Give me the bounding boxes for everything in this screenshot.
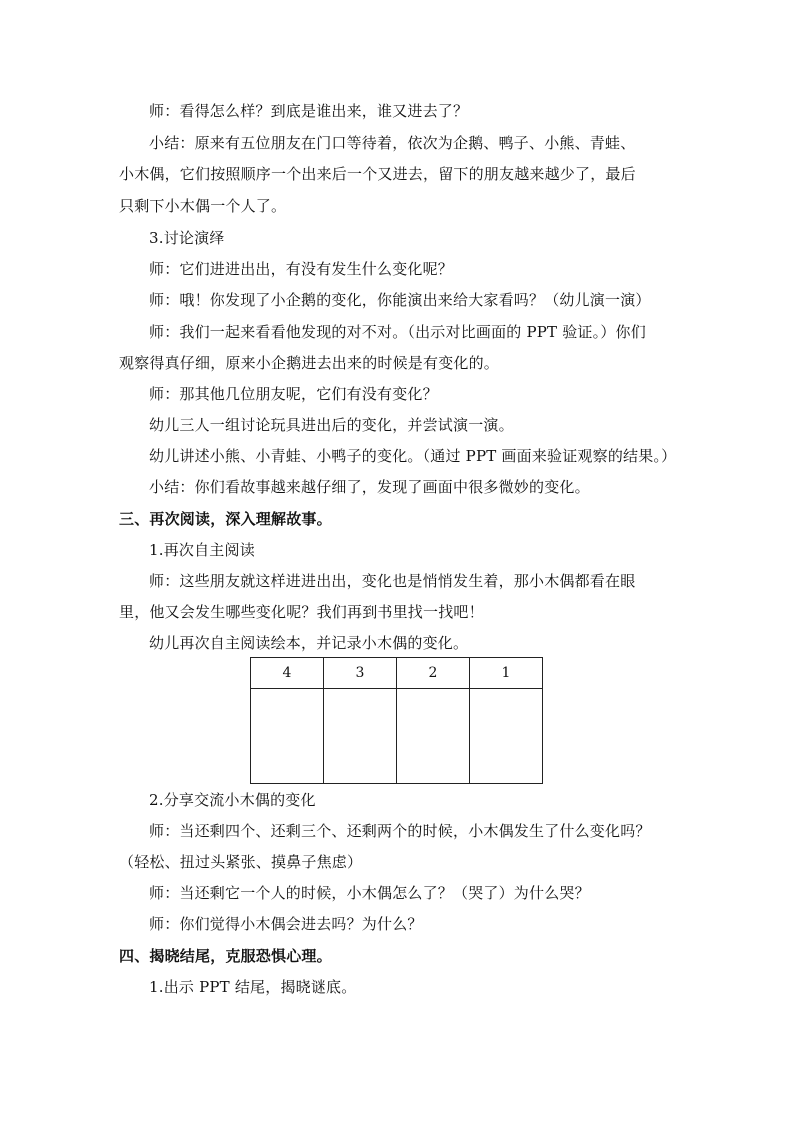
table-row [251,689,543,784]
table-header-cell: 1 [470,658,543,689]
paragraph-cont: （轻松、扭过头紧张、摸鼻子焦虑） [119,853,363,871]
paragraph-summary-end: 只剩下小木偶一个人了。 [119,197,287,215]
section-heading: 三、再次阅读，深入理解故事。 [119,510,332,528]
table-header-cell: 3 [324,658,397,689]
paragraph: 师：我们一起来看看他发现的对不对。（出示对比画面的 PPT 验证。）你们 [149,323,646,341]
paragraph: 幼儿三人一组讨论玩具进出后的变化，并尝试演一演。 [149,416,514,434]
paragraph: 师：那其他几位朋友呢，它们有没有变化？ [149,385,438,403]
record-table [250,657,543,784]
table-header-cell: 4 [251,658,324,689]
paragraph: 师：当还剩四个、还剩三个、还剩两个的时候，小木偶发生了什么变化吗？ [149,822,651,840]
paragraph: 师：哦！你发现了小企鹅的变化，你能演出来给大家看吗？（幼儿演一演） [149,291,651,309]
paragraph: 幼儿讲述小熊、小青蛙、小鸭子的变化。（通过 PPT 画面来验证观察的结果。） [149,447,677,465]
subsection-title: 1.出示 PPT 结尾，揭晓谜底。 [149,978,357,996]
subsection-title: 2.分享交流小木偶的变化 [149,791,316,809]
table-cell [251,689,324,784]
paragraph-teacher-question: 师：看得怎么样？到底是谁出来，谁又进去了？ [149,102,469,120]
paragraph-summary-cont: 小木偶，它们按照顺序一个出来后一个又进去，留下的朋友越来越少了，最后 [119,165,636,183]
subsection-title: 3.讨论演绎 [149,229,225,247]
paragraph-cont: 里，他又会发生哪些变化呢？我们再到书里找一找吧！ [119,603,484,621]
table-cell [397,689,470,784]
paragraph: 师：当还剩它一个人的时候，小木偶怎么了？（哭了）为什么哭？ [149,884,590,902]
paragraph: 小结：你们看故事越来越仔细了，发现了画面中很多微妙的变化。 [149,478,590,496]
paragraph: 师：你们觉得小木偶会进去吗？为什么？ [149,915,423,933]
section-heading: 四、揭晓结尾，克服恐惧心理。 [119,947,332,965]
table-header-row [251,658,543,689]
paragraph-summary: 小结：原来有五位朋友在门口等待着，依次为企鹅、鸭子、小熊、青蛙、 [149,134,636,152]
paragraph: 师：它们进进出出，有没有发生什么变化呢？ [149,260,454,278]
table-cell [324,689,397,784]
table-header-cell: 2 [397,658,470,689]
table-cell [470,689,543,784]
paragraph-cont: 观察得真仔细，原来小企鹅进去出来的时候是有变化的。 [119,354,500,372]
paragraph: 师：这些朋友就这样进进出出，变化也是悄悄发生着，那小木偶都看在眼 [149,572,636,590]
subsection-title: 1.再次自主阅读 [149,541,255,559]
paragraph: 幼儿再次自主阅读绘本，并记录小木偶的变化。 [149,634,469,652]
